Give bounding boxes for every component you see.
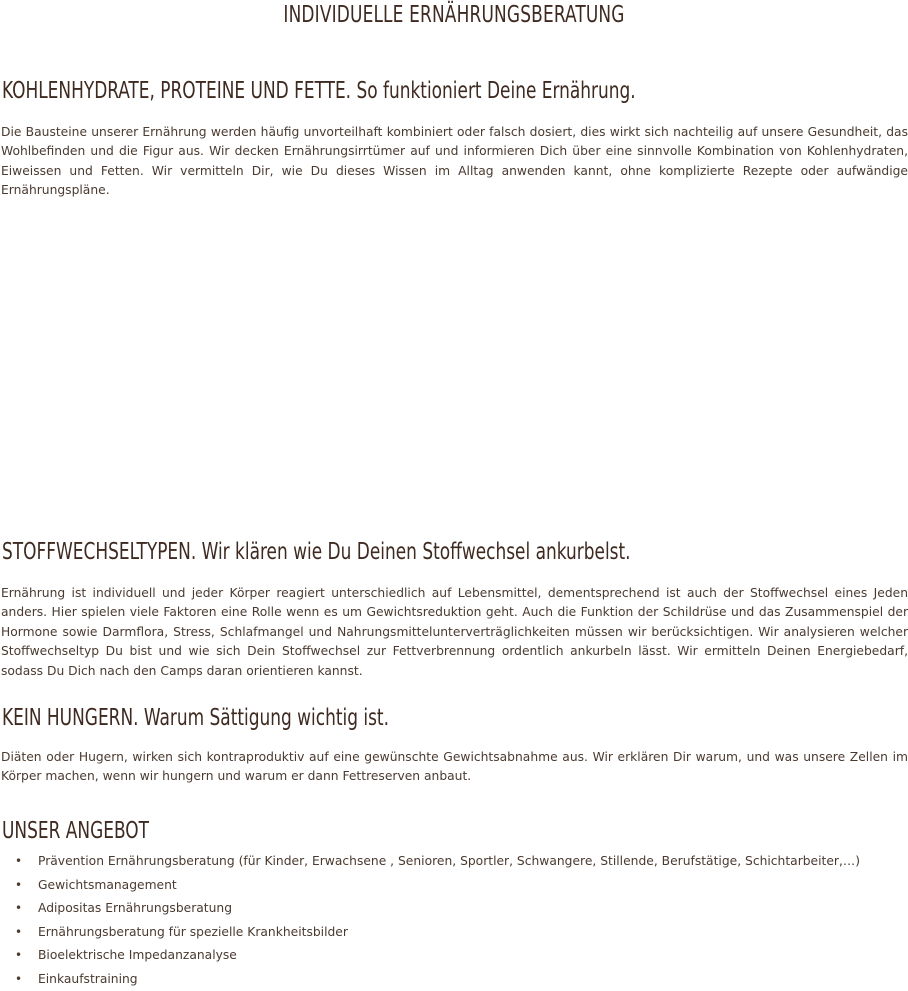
offer-heading: UNSER ANGEBOT <box>2 818 149 844</box>
bullet-icon: • <box>15 968 22 991</box>
page-title: INDIVIDUELLE ERNÄHRUNGSBERATUNG <box>82 2 827 28</box>
bullet-icon: • <box>15 850 22 874</box>
section-text-no-hunger: Diäten oder Hugern, wirken sich kontraproduktiv auf eine gewünschte Gewichtsabnahme aus. Wir erklären Dir warum, und was unsere Zellen im Körper machen, wenn wir hungern und warum er dann Fettreserven anbaut. <box>1 748 908 787</box>
list-item <box>0 921 860 945</box>
bullet-icon: • <box>15 874 22 898</box>
offer-item-label: Ernährungsberatung für spezielle Krankheitsbilder <box>38 925 348 939</box>
section-heading-metabolism: STOFFWECHSELTYPEN. Wir klären wie Du Deinen Stoffwechsel ankurbelst. <box>2 539 631 565</box>
bullet-icon: • <box>15 921 22 945</box>
section-text-macronutrients: Die Bausteine unserer Ernährung werden häufig unvorteilhaft kombiniert oder falsch dosiert, dies wirkt sich nachteilig auf unsere Gesundheit, das Wohlbefinden und die Figur aus. Wir decken Ernährungsirrtümer auf und informieren Dich über eine sinnvolle Kombination von Kohlenhydraten, Eiweissen und Fetten. Wir vermitteln Dir, wie Du dieses Wissen im Alltag anwenden kannt, ohne komplizierte Rezepte oder aufwändige Ernährungspläne. <box>1 123 908 201</box>
section-heading-macronutrients: KOHLENHYDRATE, PROTEINE UND FETTE. So funktioniert Deine Ernährung. <box>2 78 636 104</box>
list-item <box>0 968 860 991</box>
list-item <box>0 897 860 921</box>
offer-item-label: Gewichtsmanagement <box>38 878 177 892</box>
list-item <box>0 944 860 968</box>
offer-item-label: Einkaufstraining <box>38 972 138 986</box>
offer-list <box>0 850 860 991</box>
section-heading-no-hunger: KEIN HUNGERN. Warum Sättigung wichtig ist. <box>2 705 389 731</box>
section-text-metabolism: Ernährung ist individuell und jeder Körper reagiert unterschiedlich auf Lebensmittel, dementsprechend ist auch der Stoffwechsel eines Jeden anders. Hier spielen viele Faktoren eine Rolle wenn es um Gewichtsreduktion geht. Auch die Funktion der Schildrüse und das Zusammenspiel der Hormone sowie Darmflora, Stress, Schlafmangel und Nahrungsmittelunterverträglichkeiten müssen wir berücksichtigen. Wir analysieren welcher Stoffwechseltyp Du bist und wie sich Dein Stoffwechsel zur Fettverbrennung ordentlich ankurbeln lässt. Wir ermitteln Deinen Energiebedarf, sodass Du Dich nach den Camps daran orientieren kannst. <box>1 584 908 681</box>
offer-item-label: Bioelektrische Impedanzanalyse <box>38 948 237 962</box>
offer-item-label: Prävention Ernährungsberatung (für Kinder, Erwachsene , Senioren, Sportler, Schwangere, Stillende, Berufstätige, Schichtarbeiter,…) <box>38 854 860 868</box>
list-item <box>0 874 860 898</box>
bullet-icon: • <box>15 897 22 921</box>
offer-item-label: Adipositas Ernährungsberatung <box>38 901 232 915</box>
bullet-icon: • <box>15 944 22 968</box>
list-item <box>0 850 860 874</box>
